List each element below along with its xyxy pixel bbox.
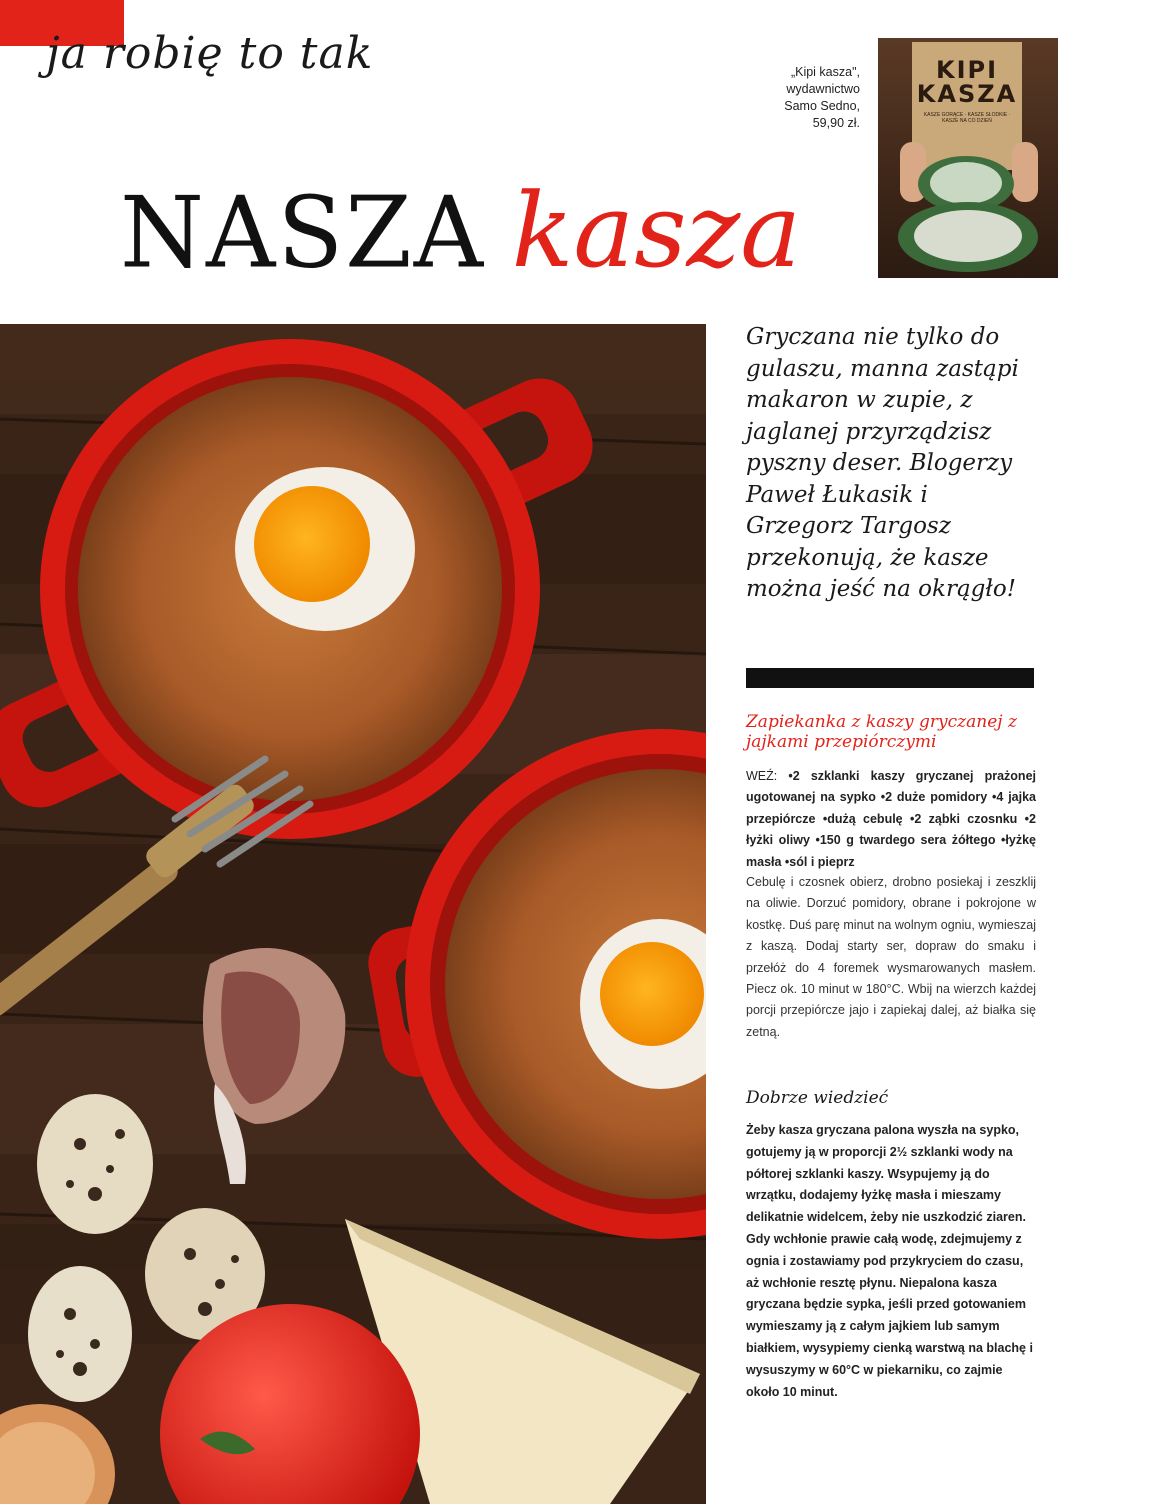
food-photo — [0, 324, 706, 1504]
book-info-line: wydawnictwo — [786, 82, 860, 96]
book-cover-subtitle: KASZE GORĄCE · KASZE SŁODKIE · KASZE NA CO DZIEŃ — [923, 112, 1011, 124]
book-price: 59,90 zł. — [812, 116, 860, 130]
salad-illustration — [930, 162, 1002, 204]
tip-text: Żeby kasza gryczana palona wyszła na sypko, gotujemy ją w proporcji 2½ szklanki wody na półtorej szklanki kaszy. Wsypujemy ją do wrzątku, dodajemy łyżkę masła i mieszamy delikatnie widelcem, żeby nie uszkodzić ziaren. Gdy wchłonie prawie całą wodę, zdejmujemy z ognia i zostawiamy pod przykryciem do czasu, aż wchłonie resztę płynu. Niepalona kasza gryczana będzie sypka, jeśli przed gotowaniem wymieszamy ją z całym jajkiem lub samym białkiem, wysypiemy cienką warstwą na blachę i wysuszymy w 60°C w piekarniku, co zajmie około 10 minut. — [746, 1123, 1033, 1399]
recipe-ingredients — [746, 766, 1036, 873]
food-photo-illustration — [0, 324, 706, 1504]
book-cover-title: KIPI KASZA — [916, 56, 1018, 108]
headline-main: NASZA — [120, 175, 486, 291]
recipe-method: Cebulę i czosnek obierz, drobno posiekaj i zeszklij na oliwie. Dorzuć pomidory, obrane i pokrojone w kostkę. Duś parę minut na wolnym ogniu, wymieszaj z kaszą. Dodaj starty ser, dopraw do smaku i przełóż do 4 foremek wysmarowanych masłem. Piecz ok. 10 minut w 180°C. Wbij na wierzch każdej porcji przepiórcze jajo i zapiekaj dalej, aż białka się zetną. — [746, 875, 1036, 1039]
recipe-title: Zapiekanka z kaszy gryczanej z jajkami przepiórczymi — [746, 712, 1017, 752]
headline-accent: kasza — [511, 172, 802, 291]
headline — [120, 172, 801, 291]
ingredients-label: WEŹ: — [746, 769, 778, 783]
book-cover-label — [912, 42, 1022, 170]
section-divider — [746, 668, 1034, 688]
tip-title: Dobrze wiedzieć — [746, 1088, 889, 1108]
ingredients-list: •2 szklanki kaszy gryczanej prażonej ugotowanej na sypko •2 duże pomidory •4 jajka przepiórcze •dużą cebulę •2 ząbki czosnku •2 łyżki oliwy •150 g twardego sera żółtego •łyżkę masła •sól i pieprz — [746, 769, 1036, 869]
book-info-line: „Kipi kasza", — [790, 65, 860, 79]
book-cover-image — [878, 38, 1058, 278]
book-info — [700, 64, 860, 132]
hand-illustration — [1012, 142, 1038, 202]
book-info-line: Samo Sedno, — [784, 99, 860, 113]
lead-paragraph: Gryczana nie tylko do gulaszu, manna zastąpi makaron w zupie, z jaglanej przyrządzisz pyszny deser. Blogerzy Paweł Łukasik i Grzegorz Targosz przekonują, że kasze można jeść na okrągło! — [746, 324, 1019, 602]
salad-illustration — [914, 210, 1022, 262]
section-kicker: ja robię to tak — [46, 28, 374, 79]
